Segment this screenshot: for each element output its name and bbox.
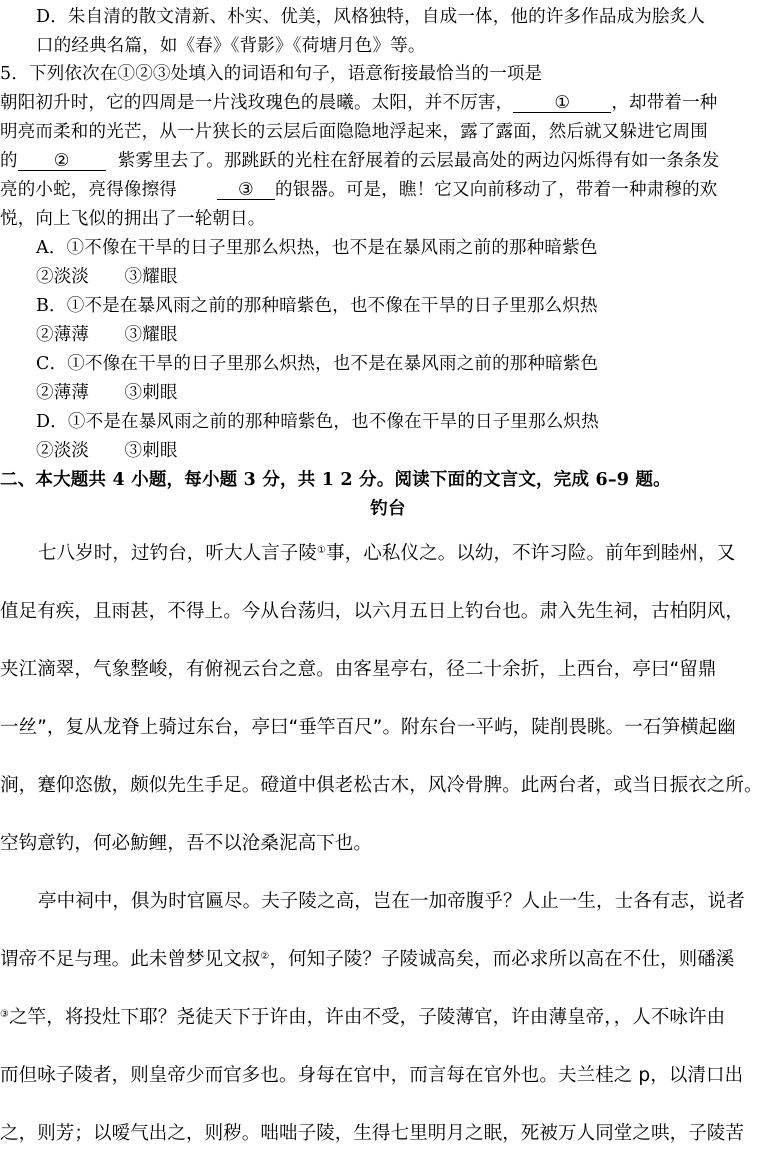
option-d-line1: D．①不是在暴风雨之前的那种暗紫色，也不像在干旱的日子里那么炽热 [36, 412, 599, 432]
passage-line-1 [38, 543, 735, 565]
passage-text: 紫雾里去了。那跳跃的光柱在舒展着的云层最高处的两边闪烁得有如一条条发 [117, 151, 720, 171]
question-5-passage-line3 [0, 150, 720, 172]
passage-line-8 [0, 949, 735, 971]
passage-text: 之竿，将投灶下耶？尧徒天下于许由，许由不受，子陵薄官，许由薄皇帝，，人不咏许由 [9, 1007, 726, 1028]
question-5-stem: 5．下列依次在①②③处填入的词语和句子，语意衔接最恰当的一项是 [0, 64, 543, 84]
blank-1: ① [513, 94, 611, 113]
section-heading: 二、本大题共 4 小题，每小题 3 分，共 1 2 分。阅读下面的文言文，完成 6–9 题。 [0, 470, 671, 490]
option-b-line2: ②薄薄 ③耀眼 [36, 325, 178, 345]
passage-line-2: 值足有疾，且雨甚，不得上。今从台荡归，以六月五日上钓台也。肃入先生祠，古柏阴风， [0, 601, 745, 622]
footnote-marker: ① [317, 545, 327, 556]
passage-text: 事，心私仪之。以幼，不许习险。前年到睦州，又 [326, 543, 736, 564]
question-5-passage-line5: 悦，向上飞似的拥出了一轮朝日。 [0, 209, 266, 229]
option-d-line2: ②淡淡 ③刺眼 [36, 441, 178, 461]
blank-3: ③ [217, 181, 275, 200]
passage-line-9 [0, 1007, 725, 1029]
passage-title: 钓台 [370, 499, 406, 519]
question-5-passage-line1 [0, 92, 718, 114]
question-5-passage-line2: 明亮而柔和的光芒，从一片狭长的云层后面隐隐地浮起来，露了露面，然后就又躲进它周围 [0, 122, 708, 142]
passage-text: ，却带着一种 [611, 93, 718, 113]
passage-text: 七八岁时，过钓台，听大人言子陵 [38, 543, 318, 564]
passage-line-7: 亭中祠中，俱为时官匾尽。夫子陵之高，岂在一加帝腹乎？人止一生，士各有志，说者 [38, 891, 745, 912]
option-b-line1: B．①不是在暴风雨之前的那种暗紫色，也不像在干旱的日子里那么炽热 [36, 296, 598, 316]
option-a-line2: ②淡淡 ③耀眼 [36, 267, 178, 287]
question-5-passage-line4 [0, 179, 718, 201]
passage-text: 的银器。可是，瞧！它又向前移动了，带着一种肃穆的欢 [275, 180, 718, 200]
passage-line-10: 而但咏子陵者，则皇帝少而官多也。身每在官中，而言每在官外也。夫兰桂之 p，以清口出 [0, 1065, 744, 1086]
footnote-marker: ③ [0, 1009, 10, 1020]
option-c-line1: C．①不像在干旱的日子里那么炽热，也不是在暴风雨之前的那种暗紫色 [36, 354, 599, 374]
passage-text: 谓帝不足与理。此未曾梦见文叔 [0, 949, 261, 970]
option-d-line1: D．朱自清的散文清新、朴实、优美，风格独特，自成一体，他的许多作品成为脍炙人 [36, 7, 706, 27]
passage-text: 亮的小蛇，亮得像擦得 [0, 180, 177, 200]
passage-text: ，何知子陵？子陵诚高矣，而必求所以高在不仕，则磻溪 [269, 949, 735, 970]
blank-2: ② [18, 152, 106, 171]
footnote-marker: ② [260, 951, 270, 962]
passage-line-4: 一丝”，复从龙脊上骑过东台，亭曰“垂竿百尺”。附东台一平屿，陡削畏眺。一石笋横起幽 [0, 717, 736, 738]
passage-line-11: 之，则芳；以嗳气出之，则秽。咄咄子陵，生得七里明月之眠，死被万人同堂之哄，子陵苦 [0, 1123, 745, 1144]
option-c-line2: ②薄薄 ③刺眼 [36, 383, 178, 403]
passage-line-6: 空钩意钓，何必魴鲤，吾不以沧桑泥高下也。 [0, 833, 373, 854]
passage-line-5: 涧，蹇仰恣傲，颇似先生手足。磴道中俱老松古木，风冷骨脾。此两台者，或当日振衣之所。 [0, 775, 763, 796]
option-a-line1: A．①不像在干旱的日子里那么炽热，也不是在暴风雨之前的那种暗紫色 [36, 238, 598, 258]
passage-line-3: 夹江滴翠，气象整峻，有俯视云台之意。由客星亭右，径二十余折，上西台，亭曰“留鼎 [0, 659, 717, 680]
passage-text: 朝阳初升时，它的四周是一片浅玫瑰色的晨曦。太阳，并不厉害， [0, 93, 514, 113]
option-d-line2: 口的经典名篇，如《春》《背影》《荷塘月色》等。 [36, 36, 426, 56]
passage-text: 的 [0, 151, 18, 171]
